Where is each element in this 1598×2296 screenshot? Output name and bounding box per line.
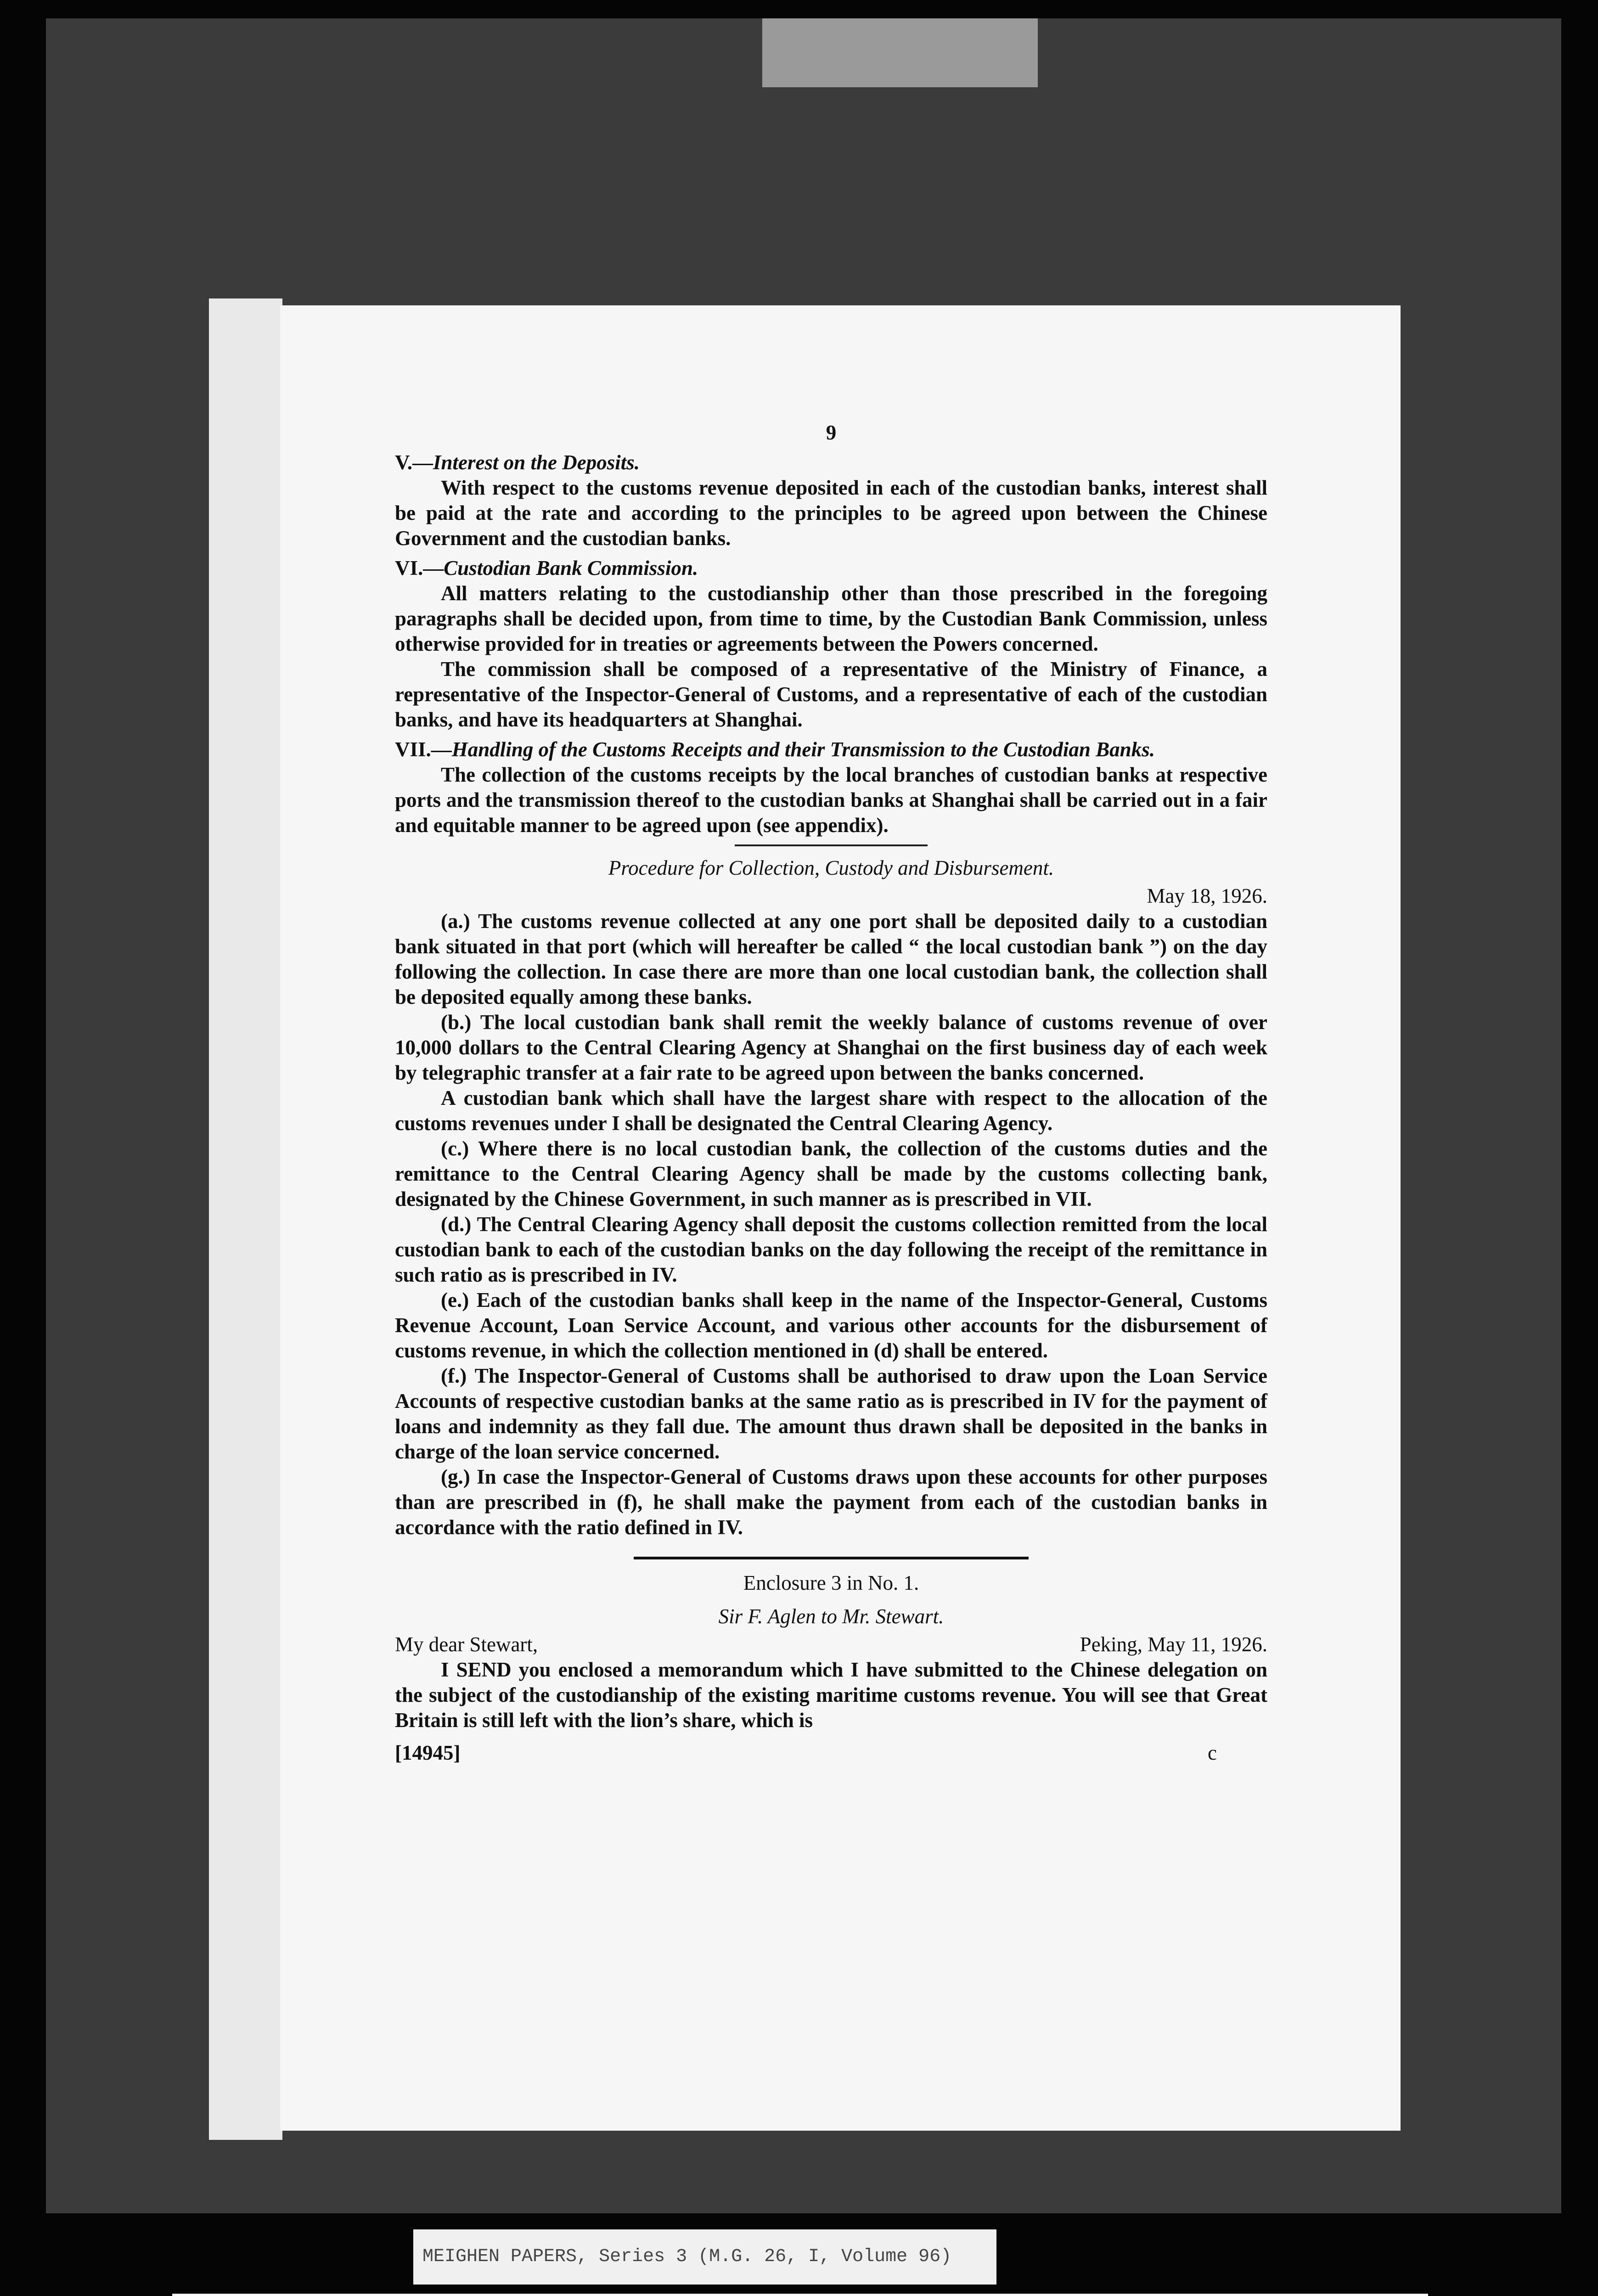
divider <box>735 844 928 846</box>
clause-a: (a.) The customs revenue collected at any one port shall be deposited daily to a custodian bank situated in that port (which will hereafter be called “ the local custodian bank ”) on the day following the collection. In case there are more than one local custodian bank, the collection shall be deposited equally among these banks. <box>395 910 1267 1008</box>
clause-g: (g.) In case the Inspector-General of Customs draws upon these accounts for other purposes than are prescribed in (f), he shall make the payment from each of the custodian banks in accordance with the ratio defined in IV. <box>395 1465 1267 1539</box>
section-title: Handling of the Customs Receipts and their Transmission to the Custodian Banks. <box>451 738 1155 761</box>
clause-c: (c.) Where there is no local custodian bank, the collection of the customs duties and the remittance to the Central Clearing Agency shall be made by the customs collecting bank, designated by the Chinese Government, in such manner as is prescribed in VII. <box>395 1137 1267 1210</box>
letter-header <box>395 1632 1267 1657</box>
letter-body: I SEND you enclosed a memorandum which I have submitted to the Chinese delegation on the subject of the custodianship of the existing maritime customs revenue. You will see that Great Britain is still left with the lion’s share, which is <box>395 1658 1267 1732</box>
paragraph: The commission shall be composed of a representative of the Ministry of Finance, a representative of the Inspector-General of Customs, and a representative of each of the custodian banks, and have its headquarters at Shanghai. <box>395 658 1267 731</box>
paragraph: All matters relating to the custodianship other than those prescribed in the foregoing paragraphs shall be decided upon, from time to time, by the Custodian Bank Commission, unless otherwise provided for in treaties or agreements between the Powers concerned. <box>395 582 1267 655</box>
paragraph: With respect to the customs revenue deposited in each of the custodian banks, interest shall be paid at the rate and according to the principles to be agreed upon between the Chinese Government and the custodian banks. <box>395 476 1267 550</box>
page-footer <box>395 1740 1267 1766</box>
document-text <box>395 420 1267 1766</box>
clause-b: (b.) The local custodian bank shall remit the weekly balance of customs revenue of over 10,000 dollars to the Central Clearing Agency at Shanghai on the first business day of each week by telegraphic transfer at a fair rate to be agreed upon between the banks concerned. <box>395 1011 1267 1084</box>
enclosure-heading: Enclosure 3 in No. 1. <box>743 1571 919 1594</box>
clause-f: (f.) The Inspector-General of Customs shall be authorised to draw upon the Loan Service Accounts of respective custodian banks at the same ratio as is prescribed in IV for the payment of loans and indemnity as they fall due. The amount thus drawn shall be deposited in the banks in charge of the loan service concerned. <box>395 1364 1267 1463</box>
section-heading-vi <box>395 556 1267 581</box>
film-tab <box>762 18 1038 87</box>
print-reference: [14945] <box>395 1741 461 1764</box>
document-page <box>280 305 1401 2131</box>
salutation: My dear Stewart, <box>395 1633 538 1656</box>
clause-e: (e.) Each of the custodian banks shall keep in the name of the Inspector-General, Customs Revenue Account, Loan Service Account, and various other accounts for the disbursement of customs revenue, in which the collection mentioned in (d) shall be entered. <box>395 1289 1267 1362</box>
section-heading-vii <box>395 737 1267 762</box>
page-number: 9 <box>826 421 837 444</box>
letter-place-date: Peking, May 11, 1926. <box>1080 1633 1267 1656</box>
paragraph: A custodian bank which shall have the largest share with respect to the allocation of the customs revenues under I shall be designated the Central Clearing Agency. <box>395 1086 1267 1135</box>
procedure-date: May 18, 1926. <box>1147 884 1267 907</box>
letter-title: Sir F. Aglen to Mr. Stewart. <box>718 1605 944 1628</box>
archive-reference-label: MEIGHEN PAPERS, Series 3 (M.G. 26, I, Volume 96) <box>413 2229 996 2285</box>
section-title: Interest on the Deposits. <box>433 451 640 474</box>
divider <box>634 1557 1029 1559</box>
section-title: Custodian Bank Commission. <box>444 557 698 580</box>
paragraph: The collection of the customs receipts by the local branches of custodian banks at respective ports and the transmission thereof to the custodian banks at Shanghai shall be carried out in a fair and equitable manner to be agreed upon (see appendix). <box>395 763 1267 837</box>
signature-mark: c <box>1208 1741 1217 1764</box>
section-number: VII.— <box>395 738 452 761</box>
section-heading-v <box>395 450 1267 475</box>
section-number: V.— <box>395 451 433 474</box>
procedure-title: Procedure for Collection, Custody and Disbursement. <box>608 856 1054 879</box>
archives-stamp <box>172 2294 1428 2296</box>
clause-d: (d.) The Central Clearing Agency shall deposit the customs collection remitted from the local custodian bank to each of the custodian banks on the day following the receipt of the remittance in such ratio as is prescribed in IV. <box>395 1213 1267 1286</box>
page-edge-strip <box>209 298 282 2140</box>
section-number: VI.— <box>395 557 444 580</box>
